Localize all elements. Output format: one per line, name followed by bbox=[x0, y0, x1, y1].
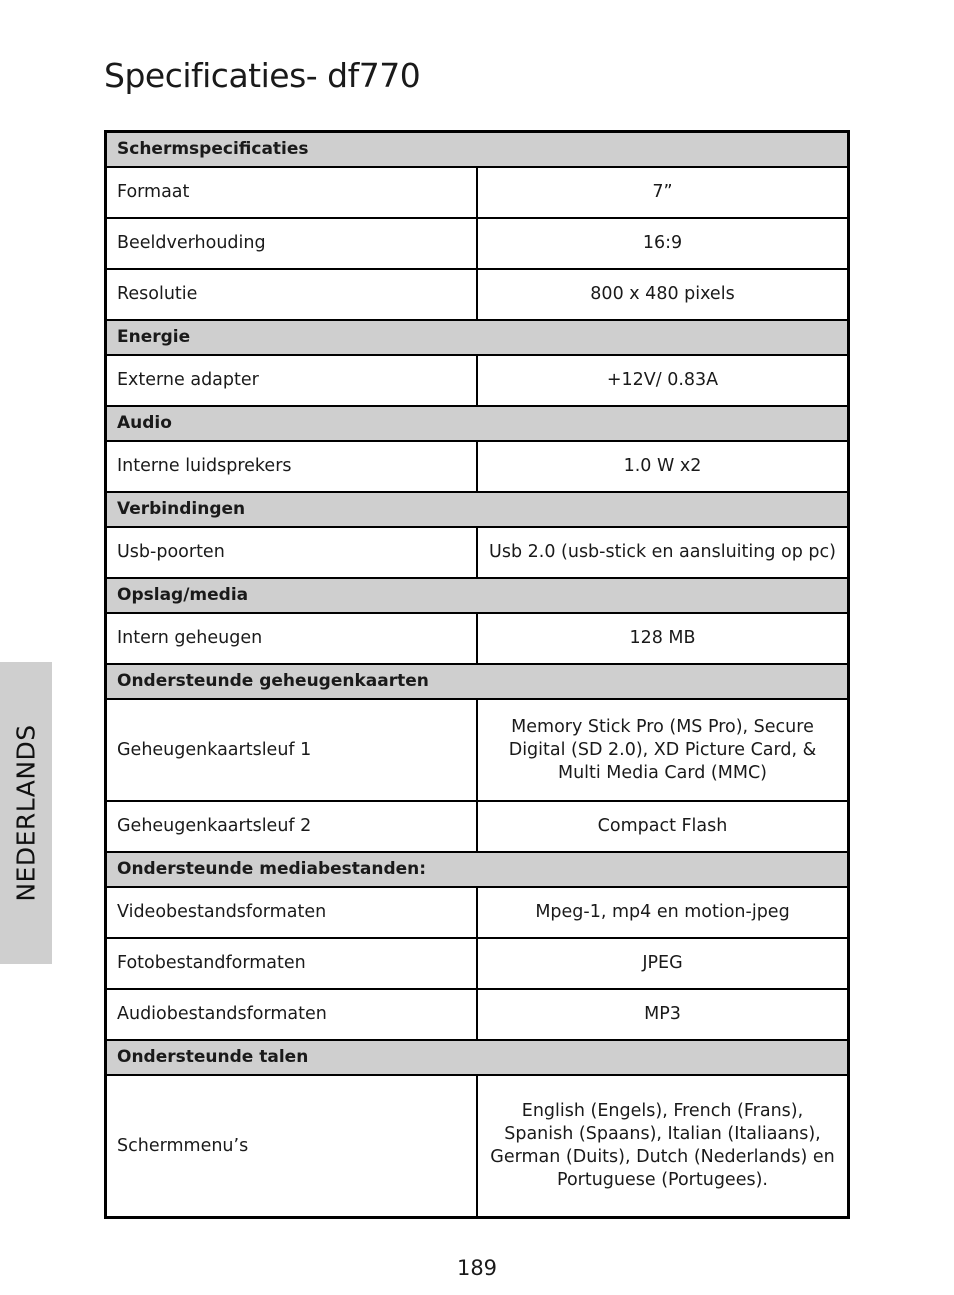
spec-value: MP3 bbox=[477, 989, 849, 1040]
spec-value: English (Engels), French (Frans), Spanish (Spaans), Italian (Italiaans), German (Duits), Dutch (Nederlands) en Portuguese (Portugees). bbox=[477, 1075, 849, 1218]
section-heading: Verbindingen bbox=[106, 492, 849, 527]
section-header-row bbox=[106, 406, 849, 441]
spec-value: 1.0 W x2 bbox=[477, 441, 849, 492]
spec-label: Externe adapter bbox=[106, 355, 478, 406]
section-heading: Audio bbox=[106, 406, 849, 441]
spec-value: +12V/ 0.83A bbox=[477, 355, 849, 406]
specifications-table bbox=[104, 130, 850, 1219]
spec-label: Geheugenkaartsleuf 1 bbox=[106, 699, 478, 801]
spec-row bbox=[106, 218, 849, 269]
spec-label: Resolutie bbox=[106, 269, 478, 320]
spec-label: Fotobestandformaten bbox=[106, 938, 478, 989]
section-heading: Energie bbox=[106, 320, 849, 355]
section-header-row bbox=[106, 664, 849, 699]
spec-value: Usb 2.0 (usb-stick en aansluiting op pc) bbox=[477, 527, 849, 578]
page-number: 189 bbox=[456, 1256, 498, 1280]
spec-row bbox=[106, 527, 849, 578]
section-header-row bbox=[106, 492, 849, 527]
section-header-row bbox=[106, 1040, 849, 1075]
spec-value: 7” bbox=[477, 167, 849, 218]
spec-label: Videobestandsformaten bbox=[106, 887, 478, 938]
spec-row bbox=[106, 887, 849, 938]
section-header-row bbox=[106, 132, 849, 168]
spec-row bbox=[106, 167, 849, 218]
section-heading: Ondersteunde geheugenkaarten bbox=[106, 664, 849, 699]
spec-label: Intern geheugen bbox=[106, 613, 478, 664]
section-heading: Schermspecificaties bbox=[106, 132, 849, 168]
section-header-row bbox=[106, 578, 849, 613]
page-title: Specificaties- df770 bbox=[104, 56, 421, 95]
spec-row bbox=[106, 613, 849, 664]
spec-value: 16:9 bbox=[477, 218, 849, 269]
spec-row bbox=[106, 441, 849, 492]
spec-label: Interne luidsprekers bbox=[106, 441, 478, 492]
spec-label: Usb-poorten bbox=[106, 527, 478, 578]
spec-value: Mpeg-1, mp4 en motion-jpeg bbox=[477, 887, 849, 938]
spec-row bbox=[106, 801, 849, 852]
section-header-row bbox=[106, 852, 849, 887]
spec-label: Audiobestandsformaten bbox=[106, 989, 478, 1040]
spec-row bbox=[106, 989, 849, 1040]
language-side-tab bbox=[0, 662, 52, 964]
spec-value: 800 x 480 pixels bbox=[477, 269, 849, 320]
spec-value: Compact Flash bbox=[477, 801, 849, 852]
spec-row bbox=[106, 1075, 849, 1218]
side-tab-label: NEDERLANDS bbox=[11, 724, 41, 902]
section-header-row bbox=[106, 320, 849, 355]
spec-row bbox=[106, 938, 849, 989]
spec-label: Formaat bbox=[106, 167, 478, 218]
spec-label: Schermmenu’s bbox=[106, 1075, 478, 1218]
spec-row bbox=[106, 699, 849, 801]
spec-label: Geheugenkaartsleuf 2 bbox=[106, 801, 478, 852]
section-heading: Ondersteunde mediabestanden: bbox=[106, 852, 849, 887]
spec-value: Memory Stick Pro (MS Pro), Secure Digital (SD 2.0), XD Picture Card, & Multi Media Card (MMC) bbox=[477, 699, 849, 801]
spec-value: 128 MB bbox=[477, 613, 849, 664]
spec-label: Beeldverhouding bbox=[106, 218, 478, 269]
spec-row bbox=[106, 269, 849, 320]
spec-row bbox=[106, 355, 849, 406]
section-heading: Ondersteunde talen bbox=[106, 1040, 849, 1075]
spec-value: JPEG bbox=[477, 938, 849, 989]
section-heading: Opslag/media bbox=[106, 578, 849, 613]
